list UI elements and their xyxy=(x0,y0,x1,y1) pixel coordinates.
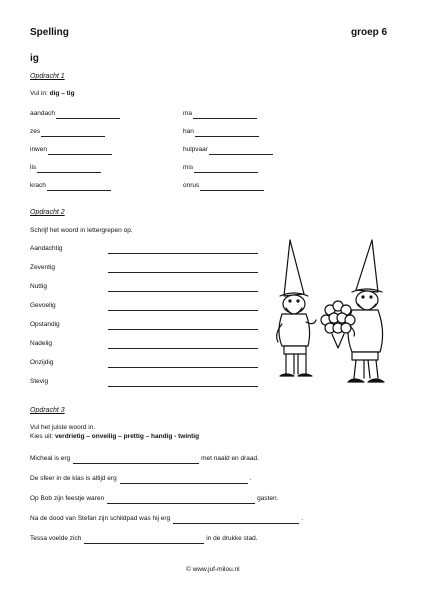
sentence-after-1: . xyxy=(249,475,252,482)
sentence-before-0: Micheal is erg xyxy=(30,455,71,462)
sentence-after-2: gasten. xyxy=(257,495,279,502)
sentence-blank-3[interactable] xyxy=(173,523,299,524)
fill-word-left-2: inwen xyxy=(30,146,47,153)
syllable-word-6: Onzijdig xyxy=(30,359,54,366)
fill-blank-right-3[interactable] xyxy=(194,172,258,173)
opdracht1-instruction xyxy=(30,90,75,97)
fill-blank-right-4[interactable] xyxy=(200,190,264,191)
fill-word-left-3: lis xyxy=(30,164,37,171)
syllable-answer-line-5[interactable] xyxy=(108,348,258,349)
sentence-before-1: De sfeer in de klas is altijd erg xyxy=(30,475,117,482)
choose-words: verdrietig – onveilig – prettig – handig - twintig xyxy=(54,433,200,440)
fill-word-left-1: zes xyxy=(30,128,41,135)
syllable-word-7: Stevig xyxy=(30,378,49,385)
footer-copyright: © www.juf-milou.nl xyxy=(186,566,240,573)
syllable-word-3: Gevoelig xyxy=(30,302,56,309)
syllable-word-0: Aandachtig xyxy=(30,245,63,252)
opdracht2-instruction: Schrijf het woord in lettergrepen op. xyxy=(30,227,133,234)
syllable-answer-line-1[interactable] xyxy=(108,272,258,273)
sentence-before-3: Na de dood van Stefan zijn schildpad was hij erg xyxy=(30,515,171,522)
group-label: groep 6 xyxy=(351,27,388,38)
syllable-word-1: Zeventig xyxy=(30,264,55,271)
syllable-answer-line-4[interactable] xyxy=(108,329,258,330)
fill-word-right-1: han xyxy=(183,128,194,135)
opdracht1-heading: Opdracht 1 xyxy=(30,73,65,80)
sentence-before-4: Tessa voelde zich xyxy=(30,535,82,542)
page-title: Spelling xyxy=(30,27,69,38)
fill-blank-right-0[interactable] xyxy=(193,118,257,119)
syllable-word-4: Opstandig xyxy=(30,321,60,328)
sentence-blank-2[interactable] xyxy=(107,503,255,504)
topic-title: ig xyxy=(30,53,39,64)
opdracht3-choose xyxy=(30,433,199,440)
sentence-blank-1[interactable] xyxy=(120,483,248,484)
sentence-blank-4[interactable] xyxy=(84,543,204,544)
sentence-after-3: . xyxy=(301,515,303,522)
fill-blank-left-1[interactable] xyxy=(41,136,105,137)
fill-blank-right-1[interactable] xyxy=(195,136,259,137)
syllable-answer-line-0[interactable] xyxy=(108,253,258,254)
instruction-prefix: Vul in: xyxy=(30,90,50,97)
fill-blank-left-2[interactable] xyxy=(48,154,112,155)
fill-word-right-3: mis xyxy=(183,164,194,171)
syllable-answer-line-2[interactable] xyxy=(108,291,258,292)
two-gnomes-illustration xyxy=(268,236,388,388)
opdracht3-heading: Opdracht 3 xyxy=(30,407,65,414)
syllable-word-5: Nadelig xyxy=(30,340,53,347)
syllable-answer-line-3[interactable] xyxy=(108,310,258,311)
fill-blank-left-4[interactable] xyxy=(47,190,111,191)
syllable-word-2: Nuttig xyxy=(30,283,47,290)
sentence-after-4: in de drukke stad. xyxy=(206,535,258,542)
sentence-blank-0[interactable] xyxy=(73,463,199,464)
fill-blank-right-2[interactable] xyxy=(209,154,273,155)
syllable-answer-line-6[interactable] xyxy=(108,367,258,368)
opdracht3-instruction: Vul het juiste woord in. xyxy=(30,424,96,431)
fill-word-right-0: ma xyxy=(183,110,193,117)
fill-blank-left-0[interactable] xyxy=(56,118,120,119)
sentence-before-2: Op Bob zijn feestje waren xyxy=(30,495,105,502)
fill-word-right-4: onrus xyxy=(183,182,200,189)
fill-word-right-2: hulpvaar xyxy=(183,146,208,153)
instruction-bold: dig – tig xyxy=(49,90,75,97)
syllable-answer-line-7[interactable] xyxy=(108,386,258,387)
fill-word-left-4: krach xyxy=(30,182,46,189)
choose-prefix: Kies uit: xyxy=(30,433,55,440)
fill-blank-left-3[interactable] xyxy=(37,172,101,173)
fill-word-left-0: aandach xyxy=(30,110,55,117)
sentence-after-0: met naald en draad. xyxy=(201,455,259,462)
opdracht2-heading: Opdracht 2 xyxy=(30,209,65,216)
